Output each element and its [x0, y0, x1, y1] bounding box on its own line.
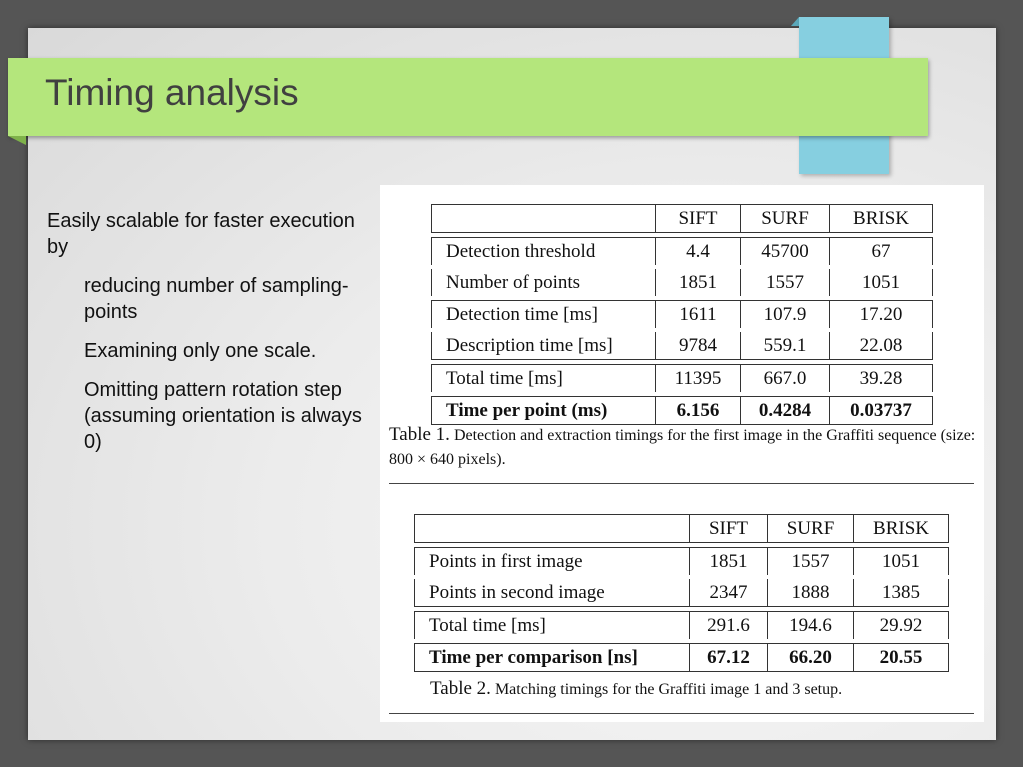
bullet-list: [47, 208, 367, 468]
table-row: [431, 396, 933, 425]
table-cell: 29.92: [853, 611, 949, 639]
table-header: BRISK: [829, 204, 933, 233]
row-label: Total time [ms]: [431, 364, 655, 392]
table-cell: 1611: [655, 300, 740, 328]
caption-label: Table 2.: [430, 678, 491, 699]
caption-rule: [389, 713, 974, 714]
table-cell: 1851: [689, 547, 767, 575]
table-cell: 1385: [853, 579, 949, 607]
table-row: [414, 611, 949, 639]
table-cell: 291.6: [689, 611, 767, 639]
table-cell: 0.4284: [740, 396, 829, 425]
table-cell: 39.28: [829, 364, 933, 392]
table-cell: 559.1: [740, 332, 829, 360]
table-row: [431, 332, 933, 360]
table-cell: 45700: [740, 237, 829, 265]
bullet-intro: Easily scalable for faster execution by: [47, 210, 355, 258]
table-header: BRISK: [853, 514, 949, 543]
table-header: SIFT: [689, 514, 767, 543]
caption-text: Detection and extraction timings for the first image in the Graffiti sequence (size: 800 × 640 pixels).: [389, 427, 976, 468]
table-cell: 194.6: [767, 611, 853, 639]
page-title: Timing analysis: [45, 72, 299, 113]
table-cell: 17.20: [829, 300, 933, 328]
table-header-empty: [414, 514, 689, 543]
table-cell: 667.0: [740, 364, 829, 392]
table-cell: 67.12: [689, 643, 767, 672]
table-cell: 107.9: [740, 300, 829, 328]
table-header-empty: [431, 204, 655, 233]
table-row: [431, 237, 933, 265]
table-cell: 1557: [740, 269, 829, 296]
table-cell: 11395: [655, 364, 740, 392]
table-header: SURF: [740, 204, 829, 233]
table-1-caption: [389, 423, 979, 472]
table-cell: 1888: [767, 579, 853, 607]
table-cell: 9784: [655, 332, 740, 360]
table-2: [414, 510, 949, 676]
table-cell: 2347: [689, 579, 767, 607]
table-row: [414, 579, 949, 607]
table-cell: 1851: [655, 269, 740, 296]
bullet-item: Examining only one scale.: [84, 340, 317, 362]
bullet-item: reducing number of sampling-points: [84, 275, 349, 323]
row-label: Points in second image: [414, 579, 689, 607]
table-row: [431, 364, 933, 392]
table-row: [431, 300, 933, 328]
table-cell: 1051: [853, 547, 949, 575]
table-cell: 0.03737: [829, 396, 933, 425]
title-bar: [8, 58, 928, 136]
row-label: Time per comparison [ns]: [414, 643, 689, 672]
table-cell: 1051: [829, 269, 933, 296]
title-bar-fold: [8, 136, 26, 145]
table-row: [431, 269, 933, 296]
table-header: SURF: [767, 514, 853, 543]
table-cell: 67: [829, 237, 933, 265]
bullet-item: Omitting pattern rotation step (assuming orientation is always 0): [84, 379, 362, 453]
row-label: Detection time [ms]: [431, 300, 655, 328]
table-cell: 6.156: [655, 396, 740, 425]
table-2-caption: [430, 677, 970, 702]
table-row: [414, 547, 949, 575]
accent-tab-fold: [791, 17, 799, 26]
row-label: Time per point (ms): [431, 396, 655, 425]
table-cell: 20.55: [853, 643, 949, 672]
table-cell: 4.4: [655, 237, 740, 265]
table-cell: 66.20: [767, 643, 853, 672]
table-cell: 22.08: [829, 332, 933, 360]
table-cell: 1557: [767, 547, 853, 575]
row-label: Detection threshold: [431, 237, 655, 265]
tables-figure: [380, 185, 984, 722]
row-label: Points in first image: [414, 547, 689, 575]
table-row: [414, 643, 949, 672]
row-label: Description time [ms]: [431, 332, 655, 360]
caption-rule: [389, 483, 974, 484]
row-label: Total time [ms]: [414, 611, 689, 639]
table-header-row: [414, 514, 949, 543]
table-header-row: [431, 204, 933, 233]
caption-text: Matching timings for the Graffiti image 1 and 3 setup.: [494, 681, 843, 698]
table-1: [431, 200, 933, 429]
row-label: Number of points: [431, 269, 655, 296]
caption-label: Table 1.: [389, 424, 450, 445]
table-header: SIFT: [655, 204, 740, 233]
